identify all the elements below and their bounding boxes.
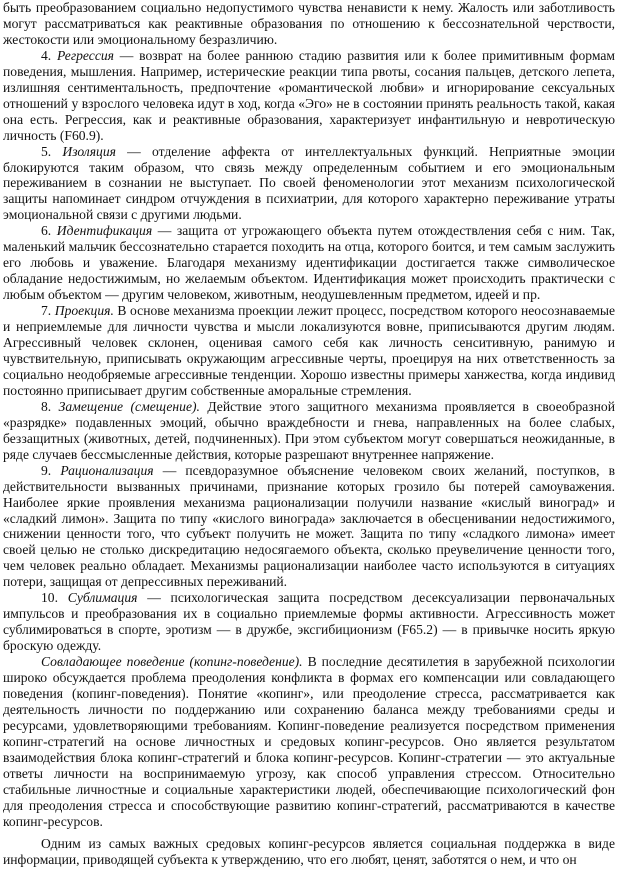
paragraph-number: 7. bbox=[41, 303, 55, 319]
paragraph-term: Сублимация bbox=[67, 590, 138, 606]
paragraph-text: В последние десятилетия в зарубежной психологии широко обсуждается проблема преодоления конфликта в формах его компенсации или совладающего поведения (копинг-поведения). Понятие «копинг», или преодоление стресса, рассматривается как деятельность личности по поддержанию или сохранению баланса между требованиями среды и ресурсами, удовлетворяющими требованиям. Копинг-поведение реализуется посредством применения копинг-стратегий на основе личностных и средовых копинг-ресурсов. Оно является результатом взаимодействия блока копинг-стратегий и блока копинг-ресурсов. Копинг-стратегии — это актуальные ответы личности на воспринимаемую угрозу, как способ управления стрессом. Относительно стабильные личностные и социальные характеристики людей, обеспечивающие психологический фон для преодоления стресса и способствующие развитию копинг-стратегий, рассматриваются в качестве копинг-ресурсов. bbox=[3, 654, 615, 829]
paragraph-social-support bbox=[3, 836, 615, 868]
paragraph-regression bbox=[3, 48, 615, 144]
paragraph-text: — защита от угрожающего объекта путем отождествления себя с ним. Так, маленький мальчик бессознательно старается походить на отца, которого боится, и тем самым заслужить его любовь и уважение. Благодаря механизму идентификации достигается также символическое обладание недостижимым, но желаемым объектом. Идентификация может происходить практически с любым объектом — другим человеком, животным, неодушевленным предметом, идеей и пр. bbox=[3, 223, 616, 303]
paragraph-identification bbox=[3, 223, 615, 303]
paragraph-term: Идентификация bbox=[56, 223, 153, 239]
paragraph-text: Одним из самых важных средовых копинг-ресурсов является социальная поддержка в виде информации, приводящей субъекта к утверждению, что его любят, ценят, заботятся о нем, и что он bbox=[3, 835, 615, 867]
paragraph-term: Проекция. bbox=[54, 303, 114, 319]
paragraph-term: Замещение (смещение). bbox=[58, 398, 200, 414]
paragraph-number: 6. bbox=[41, 223, 57, 239]
document-page bbox=[3, 0, 615, 867]
paragraph-text: — психологическая защита посредством десексуализации первоначальных импульсов и преобразования их в социально приемлемые формы активности. Агрессивность может сублимироваться в спорте, эротизм — в дружбе, эксгибиционизм (F65.2) — в привычке носить яркую броскую одежду. bbox=[3, 590, 615, 654]
paragraph-term: Регрессия bbox=[56, 47, 114, 63]
paragraph-text: — возврат на более раннюю стадию развития или к более примитивным формам поведения, мышления. Например, истерические реакции типа рвоты, сосания пальцев, детского лепета, излишняя сентиментальность, предпочтение «романтической любви» и игнорирование сексуальных отношений у взрослого человека идут в ход, когда «Эго» не в состоянии принять реальность такой, какая она есть. Регрессия, как и реактивные образования, характеризует инфантильную и невротическую личность (F60.9). bbox=[3, 47, 615, 143]
paragraph-term: Изоляция bbox=[62, 143, 116, 159]
paragraph-continuation bbox=[3, 0, 615, 48]
paragraph-text: быть преобразованием социально недопустимого чувства ненависти к нему. Жалость или заботливость могут рассматриваться как реактивные образования по отношению к бессознательной черствости, жестокости или эмоциональному безразличию. bbox=[3, 0, 615, 47]
paragraph-sublimation bbox=[3, 590, 615, 654]
paragraph-number: 5. bbox=[41, 143, 63, 159]
paragraph-number: 10. bbox=[41, 590, 68, 606]
paragraph-coping-behavior bbox=[3, 654, 615, 829]
paragraph-isolation bbox=[3, 144, 615, 224]
paragraph-text: — псевдоразумное объяснение человеком своих желаний, поступков, в действительности вызванных причинами, признание которых грозило бы потерей самоуважения. Наиболее яркие проявления механизма рационализации получили название «кислый виноград» и «сладкий лимон». Защита по типу «кислого винограда» заключается в обесценивании недостижимого, снижении ценности того, что субъект получить не может. Защита по типу «сладкого лимона» имеет своей целью не столько дискредитацию недосягаемого объекта, сколько преувеличение ценности того, чем человек реально обладает. Механизмы рационализации наиболее часто используются в ситуациях потери, защищая от депрессивных переживаний. bbox=[3, 462, 615, 590]
paragraph-text: В основе механизма проекции лежит процесс, посредством которого неосознаваемые и неприемлемые для личности чувства и мысли локализуются вовне, приписываются другим людям. Агрессивный человек склонен, оценивая самого себя как личность сенситивную, ранимую и чувствительную, приписывать окружающим агрессивные черты, проецируя на них ответственность за социально неодобряемые агрессивные тенденции. Хорошо известны примеры ханжества, когда индивид постоянно приписывает другим собственные аморальные стремления. bbox=[3, 303, 615, 398]
paragraph-number: 9. bbox=[41, 462, 61, 478]
paragraph-rationalization bbox=[3, 463, 615, 591]
paragraph-text: Действие этого защитного механизма проявляется в своеобразной «разрядке» подавленных эмоций, обычно враждебности и гнева, направленных на более слабых, беззащитных (животных, детей, подчиненных). При этом субъектом могут совершаться неожиданные, в ряде случаев бессмысленные действия, которые разрешают внутреннее напряжение. bbox=[3, 398, 615, 462]
paragraph-text: — отделение аффекта от интеллектуальных функций. Неприятные эмоции блокируются таким образом, что связь между определенным событием и его эмоциональным переживанием в сознании не выступает. По своей феноменологии этот механизм психологической защиты напоминает синдром отчуждения в психиатрии, для которого характерно переживание утраты эмоциональной связи с другими людьми. bbox=[3, 143, 616, 223]
paragraph-number: 8. bbox=[41, 398, 59, 414]
paragraph-number: 4. bbox=[41, 47, 57, 63]
paragraph-displacement bbox=[3, 399, 615, 463]
paragraph-term: Совладающее поведение (копинг-поведение). bbox=[41, 654, 303, 670]
paragraph-projection bbox=[3, 303, 615, 399]
paragraph-term: Рационализация bbox=[60, 462, 154, 478]
